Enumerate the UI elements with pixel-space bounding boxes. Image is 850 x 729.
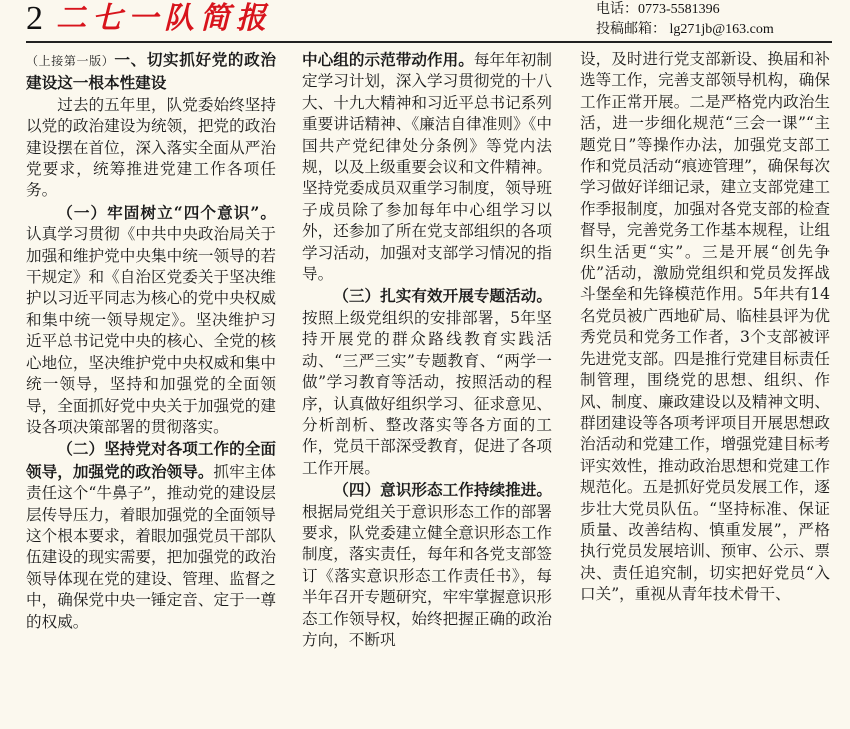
paragraph: 按照上级党组织的安排部署，5年坚持开展党的群众路线教育实践活动、“三严三实”专题教育、“两学一做”学习教育等活动，按照活动的程序，认真做好组织学习、征求意见、分析剖析、整改落实等各方面的工作，党员干部深受教育，促进了各项工作开展。 — [302, 308, 552, 477]
masthead — [0, 0, 850, 44]
subheading-3: （三）扎实有效开展专题活动。 — [333, 286, 552, 306]
subheading-4: （四）意识形态工作持续推进。 — [333, 480, 552, 500]
paragraph: 认真学习贯彻《中共中央政治局关于加强和维护党中央集中统一领导的若干规定》和《自治区党委关于坚决维护以习近平同志为核心的党中央权威和集中统一领导规定》。坚决维护习近平总书记党中央的核心、全党的核心地位，坚决维护党中央权威和集中统一领导，坚持和加强党的全面领导，全面抓好党中央关于加强党的建设各项决策部署的贯彻落实。 — [26, 225, 276, 436]
paragraph: 每年年初制定学习计划，深入学习贯彻党的十八大、十九大精神和习近平总书记系列重要讲话精神、《廉洁自律准则》《中国共产党纪律处分条例》等党内法规，以及上级重要会议和文件精神。坚持党委成员双重学习制度，领导班子成员除了参加每年中心组学习以外，还参加了所在党支部组织的各项学习活动，加强对支部学习情况的指导。 — [302, 51, 552, 284]
paragraph: 抓牢主体责任这个“牛鼻子”，推动党的建设层层传导压力，着眼加强党的全面领导这个根本要求，着眼加强党员干部队伍建设的现实需要，把加强党的政治领导体现在党的建设、管理、监督之中，确保党中央一锤定音、定于一尊的权威。 — [26, 462, 276, 631]
paper-title: 二七一队简报 — [56, 1, 272, 36]
continued-note: （上接第一版） — [26, 54, 115, 68]
paragraph-lead: 中心组的示范带动作用。 — [302, 50, 474, 69]
paragraph: 根据局党组关于意识形态工作的部署要求，队党委建立健全意识形态工作制度，落实责任，每年和各党支部签订《落实意识形态工作责任书》，每半年召开专题研究，牢牢掌握意识形态工作领导权，始终把握正确的政治方向，不断巩 — [302, 502, 552, 649]
phone-number: 电话：0773-5581396 — [596, 2, 720, 17]
header-rule — [26, 41, 832, 43]
page-number: 2 — [26, 0, 43, 37]
article-column-2 — [302, 49, 552, 651]
paragraph: 设，及时进行党支部新设、换届和补选等工作，完善支部领导机构，确保工作正常开展。二是严格党内政治生活，进一步细化规范“三会一课”“主题党日”等操作办法，加强党支部工作和党员活动“痕迹管理”，确保每次学习做好详细记录，建立支部党建工作季报制度，加强对各党支部的检查督导，完善党务工作基本规程，让组织生活更“实”。三是开展“创先争优”活动，激励党组织和党员发挥战斗堡垒和先锋模范作用。5年共有14名党员被广西地矿局、临桂县评为优秀党员和党务工作者，3个支部被评先进党支部。四是推行党建目标责任制管理，围绕党的思想、组织、作风、制度、廉政建设以及精神文明、群团建设等各项考评项目开展思想政治活动和党建工作，增强党建目标考评实效性，推动政治思想和党建工作规范化。五是抓好党员发展工作，逐步壮大党员队伍。“坚持标准、保证质量、改善结构、慎重发展”，严格执行党员发展培训、预审、公示、票决、责任追究制，切实把好党员“入口关”，重视从青年技术骨干、 — [580, 50, 830, 604]
subheading-2: （二）坚持党对各项工作的全面领导，加强党的政治领导。 — [26, 439, 276, 481]
submission-email: 投稿邮箱： lg271jb@163.com — [596, 22, 774, 37]
article-column-1 — [26, 49, 276, 633]
article-column-3 — [580, 49, 830, 606]
subheading-1: （一）牢固树立“四个意识”。 — [57, 202, 276, 222]
section-heading-1: 一、切实抓好党的政治建设这一根本性建设 — [26, 50, 276, 93]
paragraph: 过去的五年里，队党委始终坚持以党的政治建设为统领，把党的政治建设摆在首位，深入落实全面从严治党要求，统筹推进党建工作各项任务。 — [26, 95, 276, 200]
contact-info — [596, 0, 774, 40]
